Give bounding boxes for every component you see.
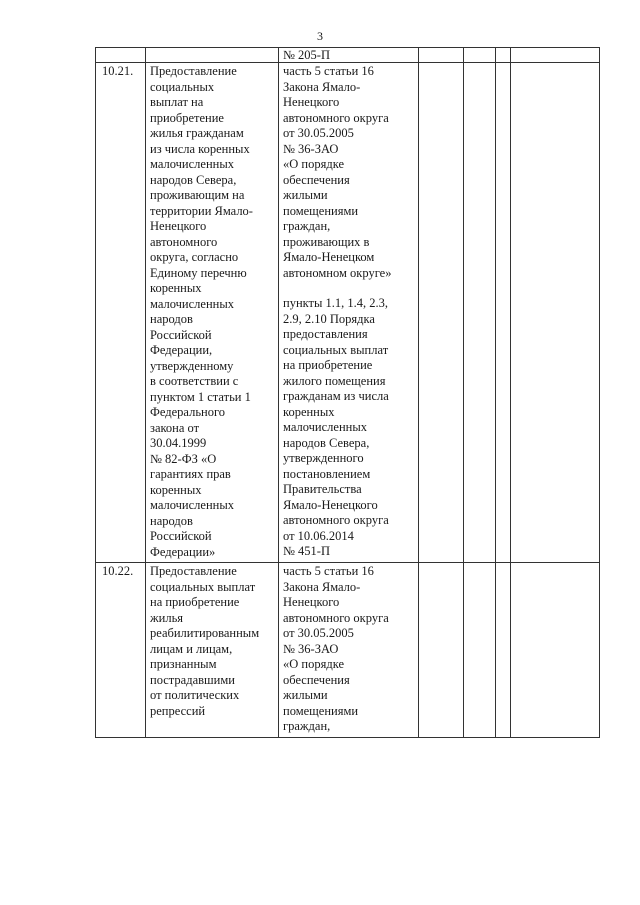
- legal-basis-law: часть 5 статьи 16 Закона Ямало- Ненецкого автономного округа от 30.05.2005 № 36-ЗАО «О порядке обеспечения жилыми помещениями граждан, проживающих в Ямало-Ненецком автономном округе»: [283, 64, 392, 280]
- table-row: [96, 48, 600, 63]
- service-cell: [146, 48, 279, 63]
- service-name: Предоставление социальных выплат на приобретение жилья реабилитированным лицам и лицам, признанным пострадавшими от политических репрессий: [146, 563, 279, 738]
- empty-cell: [496, 48, 511, 63]
- empty-cell: [464, 563, 496, 738]
- empty-cell: [419, 48, 464, 63]
- empty-cell: [464, 63, 496, 563]
- page-number: 3: [317, 29, 323, 43]
- legal-basis-order: пункты 1.1, 1.4, 2.3, 2.9, 2.10 Порядка предоставления социальных выплат на приобретение жилого помещения гражданам из числа коренных малочисленных народов Севера, утвержденного постановлением Правительства Ямало-Ненецкого автономного округа от 10.06.2014 № 451-П: [283, 296, 389, 558]
- legal-basis: [279, 63, 419, 563]
- legal-basis: часть 5 статьи 16 Закона Ямало- Ненецкого автономного округа от 30.05.2005 № 36-ЗАО «О порядке обеспечения жилыми помещениями граждан,: [279, 563, 419, 738]
- empty-cell: [511, 48, 600, 63]
- empty-cell: [511, 63, 600, 563]
- empty-cell: [464, 48, 496, 63]
- service-name: Предоставление социальных выплат на приобретение жилья гражданам из числа коренных малочисленных народов Севера, проживающим на территории Ямало- Ненецкого автономного округа, согласно Единому перечню коренных малочисленных народов Российской Федерации, утвержденному в соответствии с пунктом 1 статьи 1 Федерального закона от 30.04.1999 № 82-ФЗ «О гарантиях прав коренных малочисленных народов Российской Федерации»: [146, 63, 279, 563]
- services-table: [95, 47, 600, 738]
- row-number: 10.21.: [96, 63, 146, 563]
- table-row: [96, 563, 600, 738]
- empty-cell: [419, 563, 464, 738]
- empty-cell: [496, 63, 511, 563]
- basis-cell: № 205-П: [279, 48, 419, 63]
- table-row: [96, 63, 600, 563]
- empty-cell: [419, 63, 464, 563]
- row-number: 10.22.: [96, 563, 146, 738]
- empty-cell: [511, 563, 600, 738]
- empty-cell: [496, 563, 511, 738]
- num-cell: [96, 48, 146, 63]
